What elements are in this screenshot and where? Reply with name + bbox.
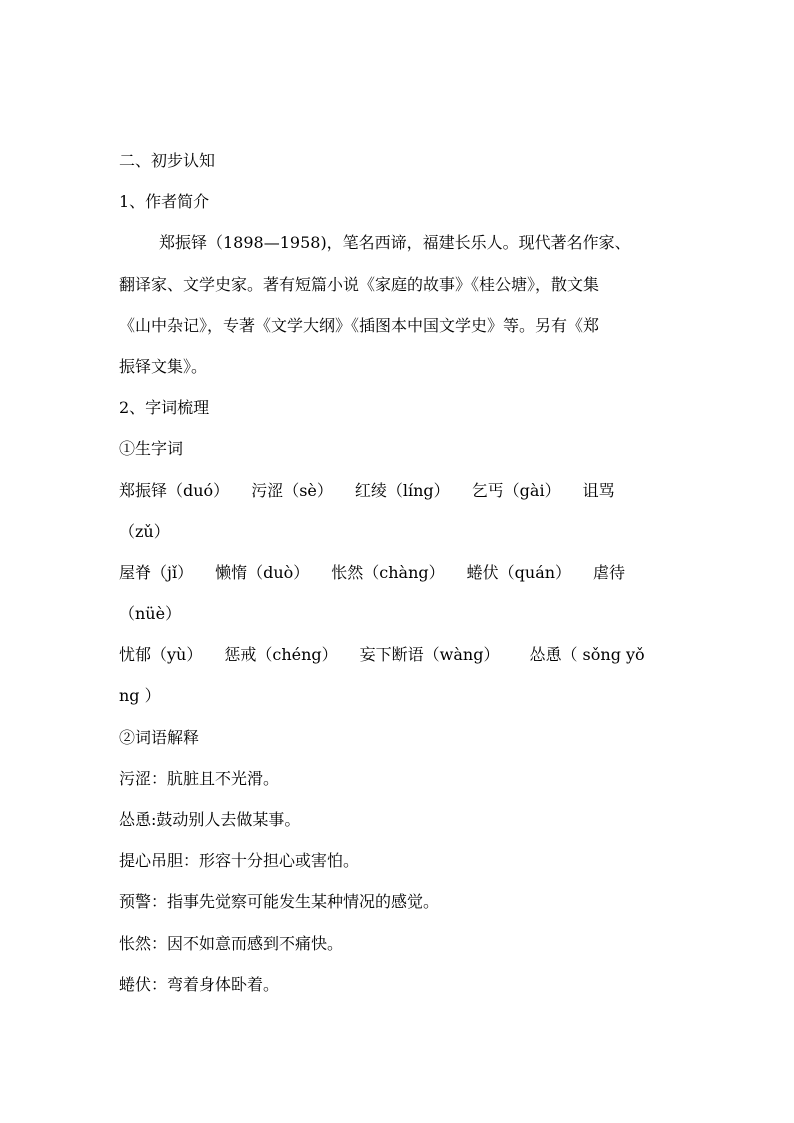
word-item: 红绫（líng）: [354, 480, 450, 500]
word-item: 怅然（chàng）: [331, 562, 445, 582]
word-item: 妄下断语（wàng）: [359, 645, 500, 665]
word-row-3: [119, 634, 679, 675]
vocab-heading: 2、字词梳理: [119, 398, 210, 418]
definition-item: 污涩：肮脏且不光滑。: [119, 768, 280, 788]
document-content: [119, 140, 679, 1005]
word-row-1: [119, 470, 679, 511]
author-paragraph-line-2: 翻译家、文学史家。著有短篇小说《家庭的故事》《桂公塘》，散文集: [119, 274, 600, 294]
word-item: 污涩（sè）: [251, 480, 333, 500]
word-item: 懒惰（duò）: [215, 562, 310, 582]
author-heading: 1、作者简介: [119, 192, 210, 212]
definition-item: 怂恿:鼓动别人去做某事。: [119, 810, 301, 829]
definitions-heading: ②词语解释: [119, 727, 200, 747]
word-row-1-continuation: （zǔ）: [119, 521, 170, 541]
word-item: 惩戒（chéng）: [224, 645, 338, 665]
word-row-3-continuation: ng ）: [119, 686, 161, 706]
definition-item: 蜷伏：弯着身体卧着。: [119, 974, 280, 994]
new-words-heading: ①生字词: [119, 439, 184, 459]
author-paragraph-line-4: 振铎文集》。: [119, 356, 208, 376]
word-item: 屋脊（jǐ）: [119, 562, 194, 582]
definition-item: 怅然：因不如意而感到不痛快。: [119, 933, 344, 953]
word-item: 乞丐（gài）: [471, 480, 561, 500]
word-row-2-continuation: （nüè）: [119, 604, 182, 624]
word-item: 怂恿（ sǒng yǒ: [529, 645, 645, 665]
author-paragraph-line-1: 郑振铎（1898—1958)，笔名西谛，福建长乐人。现代著名作家、: [159, 233, 631, 253]
word-row-2: [119, 552, 679, 593]
word-item: 虐待: [593, 562, 626, 582]
word-item: 郑振铎（duó）: [119, 480, 230, 500]
author-paragraph-line-3: 《山中杂记》，专著《文学大纲》《插图本中国文学史》等。另有《郑: [119, 315, 600, 335]
word-item: 诅骂: [582, 480, 615, 500]
word-item: 蜷伏（quán）: [466, 562, 572, 582]
section-heading: 二、初步认知: [119, 151, 216, 170]
definition-item: 预警：指事先觉察可能发生某种情况的感觉。: [119, 892, 440, 912]
word-item: 忧郁（yù）: [119, 645, 203, 665]
definition-item: 提心吊胆：形容十分担心或害怕。: [119, 851, 360, 871]
